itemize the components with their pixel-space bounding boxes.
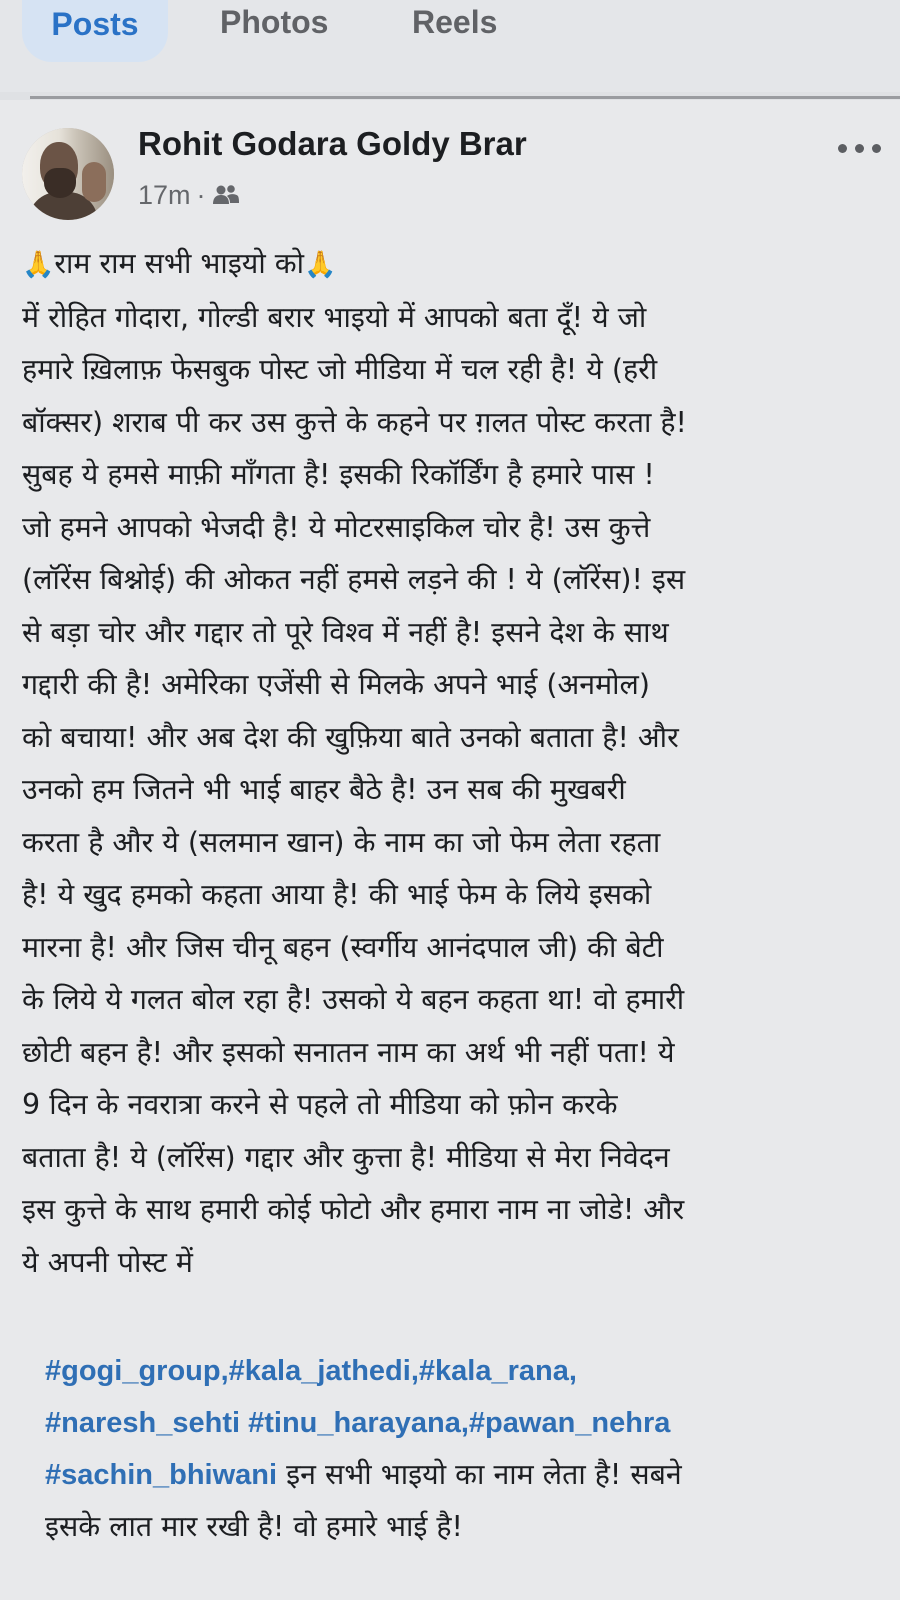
post-text-line: हमारे ख़िलाफ़ फेसबुक पोस्ट जो मीडिया में चल रही है! ये (हरी	[22, 353, 658, 386]
friends-icon[interactable]	[212, 182, 240, 204]
post-text-line: है! ये खुद हमको कहता आया है! की भाई फेम के लिये इसको	[22, 878, 652, 911]
meta-separator: ·	[196, 180, 206, 210]
post-text-line: बॉक्सर) शराब पी कर उस कुत्ते के कहने पर ग़लत पोस्ट करता है!	[22, 405, 687, 439]
folded-hands-icon: 🙏	[22, 250, 55, 280]
post-text-line: को बचाया! और अब देश की खुफ़िया बाते उनको बताता है! और	[22, 720, 679, 754]
post-text-line: जो हमने आपको भेजदी है! ये मोटरसाइकिल चोर है! उस कुत्ते	[22, 510, 651, 544]
post-text-line: सुबह ये हमसे माफ़ी माँगता है! इसकी रिकॉर्डिंग है हमारे पास !	[22, 458, 655, 491]
post-text-line: इस कुत्ते के साथ हमारी कोई फोटो और हमारा नाम ना जोडे! और	[22, 1193, 685, 1226]
post-text-line: के लिये ये गलत बोल रहा है! उसको ये बहन कहता था! वो हमारी	[22, 983, 685, 1016]
folded-hands-icon: 🙏	[304, 250, 337, 280]
greeting-line: 🙏राम राम सभी भाइयो को🙏	[22, 247, 337, 280]
post-text-line: इन सभी भाइयो का नाम लेता है! सबने	[277, 1458, 682, 1491]
post-text-line: इसके लात मार रखी है! वो हमारे भाई है!	[45, 1510, 463, 1543]
avatar[interactable]	[22, 128, 114, 220]
post-time[interactable]: 17m	[138, 180, 191, 210]
post-author-name[interactable]: Rohit Godara Goldy Brar	[138, 125, 527, 162]
more-options-icon[interactable]	[836, 140, 884, 156]
tab-photos[interactable]: Photos	[220, 4, 329, 40]
post-text-line: गद्दारी की है! अमेरिका एजेंसी से मिलके अपने भाई (अनमोल)	[22, 668, 650, 701]
post-body	[22, 238, 882, 1289]
hashtag-block	[45, 1345, 885, 1553]
hashtag-link[interactable]: #naresh_sehti #tinu_harayana,#pawan_nehra	[45, 1407, 671, 1439]
post-text-line: से बड़ा चोर और गद्दार तो पूरे विश्व में नहीं है! इसने देश के साथ	[22, 615, 669, 649]
tab-reels[interactable]: Reels	[412, 4, 498, 40]
tab-posts[interactable]: Posts	[22, 0, 168, 62]
post-text-line: 9 दिन के नवरात्रा करने से पहले तो मीडिया को फ़ोन करके	[22, 1088, 618, 1121]
post-text-line: में रोहित गोदारा, गोल्डी बरार भाइयो में आपको बता दूँ! ये जो	[22, 300, 647, 334]
post-text-line: छोटी बहन है! और इसको सनातन नाम का अर्थ भी नहीं पता! ये	[22, 1035, 675, 1069]
post-text-line: करता है और ये (सलमान खान) के नाम का जो फेम लेता रहता	[22, 825, 661, 859]
post-meta	[138, 180, 240, 210]
hashtag-link[interactable]: #sachin_bhiwani	[45, 1459, 278, 1491]
post-text-line: (लॉरेंस बिश्नोई) की ओकत नहीं हमसे लड़ने की ! ये (लॉरेंस)! इस	[22, 563, 686, 596]
tabs-divider	[30, 96, 900, 99]
post-text-line: ये अपनी पोस्ट में	[22, 1245, 193, 1279]
post-text-line: मारना है! और जिस चीनू बहन (स्वर्गीय आनंदपाल जी) की बेटी	[22, 930, 664, 964]
post-text-line: उनको हम जितने भी भाई बाहर बैठे है! उन सब की मुखबरी	[22, 773, 626, 806]
profile-tabs	[0, 0, 900, 92]
hashtag-link[interactable]: #gogi_group,#kala_jathedi,#kala_rana,	[45, 1355, 577, 1387]
post-text-line: बताता है! ये (लॉरेंस) गद्दार और कुत्ता है! मीडिया से मेरा निवेदन	[22, 1140, 670, 1174]
